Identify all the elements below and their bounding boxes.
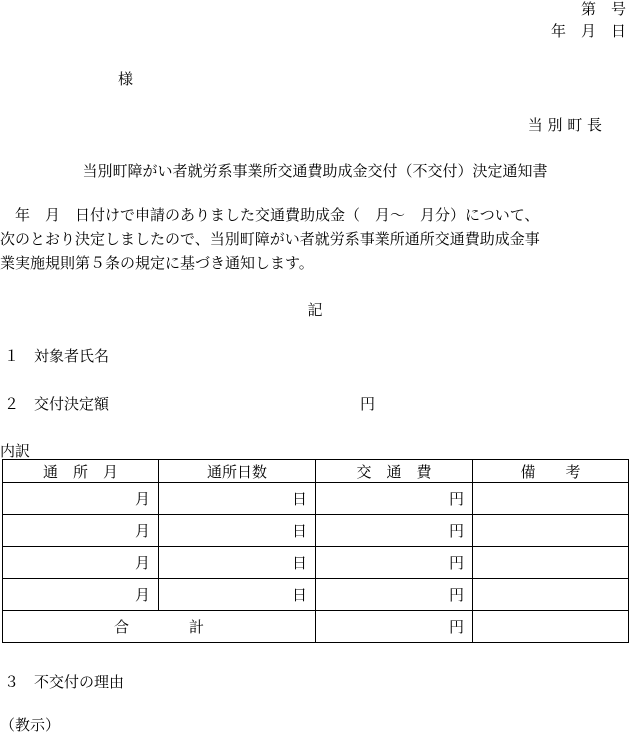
appeal-notice-heading: （教示） [0, 716, 61, 734]
document-title: 当別町障がい者就労系事業所交通費助成金交付（不交付）決定通知書 [82, 162, 548, 180]
document-date: 年 月 日 [550, 22, 626, 40]
table-row [3, 547, 629, 579]
breakdown-label: 内訳 [0, 442, 31, 460]
recipient-suffix: 様 [118, 70, 134, 88]
remarks-cell [473, 547, 629, 579]
column-header: 通 所 月 [3, 460, 159, 483]
remarks-cell [473, 483, 629, 515]
ki-heading: 記 [307, 301, 323, 319]
grant-amount-unit: 円 [360, 395, 376, 413]
column-header: 備 考 [473, 460, 629, 483]
table-row [3, 483, 629, 515]
recipient-name-item: １ 対象者氏名 [4, 347, 110, 365]
body-line: 次のとおり決定しましたので、当別町障がい者就労系事業所通所交通費助成金事 [0, 230, 540, 248]
cost-cell: 円 [316, 515, 473, 547]
cost-cell: 円 [316, 579, 473, 611]
total-label: 合 計 [3, 611, 316, 643]
days-cell: 日 [159, 515, 316, 547]
total-cost-cell: 円 [316, 611, 473, 643]
non-grant-reason-item: ３ 不交付の理由 [4, 673, 125, 691]
total-remarks-cell [473, 611, 629, 643]
remarks-cell [473, 579, 629, 611]
month-cell: 月 [3, 483, 159, 515]
days-cell: 日 [159, 547, 316, 579]
breakdown-table [2, 459, 629, 643]
column-header: 交 通 費 [316, 460, 473, 483]
table-row [3, 515, 629, 547]
total-row [3, 611, 629, 643]
body-paragraph [0, 203, 630, 275]
body-line: 業実施規則第５条の規定に基づき通知します。 [0, 254, 314, 272]
body-line: 年 月 日付けで申請のありました交通費助成金（ 月～ 月分）について、 [0, 206, 540, 224]
month-cell: 月 [3, 547, 159, 579]
remarks-cell [473, 515, 629, 547]
days-cell: 日 [159, 483, 316, 515]
month-cell: 月 [3, 515, 159, 547]
column-header: 通所日数 [159, 460, 316, 483]
cost-cell: 円 [316, 547, 473, 579]
issuer-name: 当 別 町 長 [527, 116, 602, 134]
cost-cell: 円 [316, 483, 473, 515]
grant-amount-item: ２ 交付決定額 [4, 395, 110, 413]
table-header-row [3, 460, 629, 483]
days-cell: 日 [159, 579, 316, 611]
document-number: 第 号 [580, 0, 626, 18]
month-cell: 月 [3, 579, 159, 611]
table-row [3, 579, 629, 611]
